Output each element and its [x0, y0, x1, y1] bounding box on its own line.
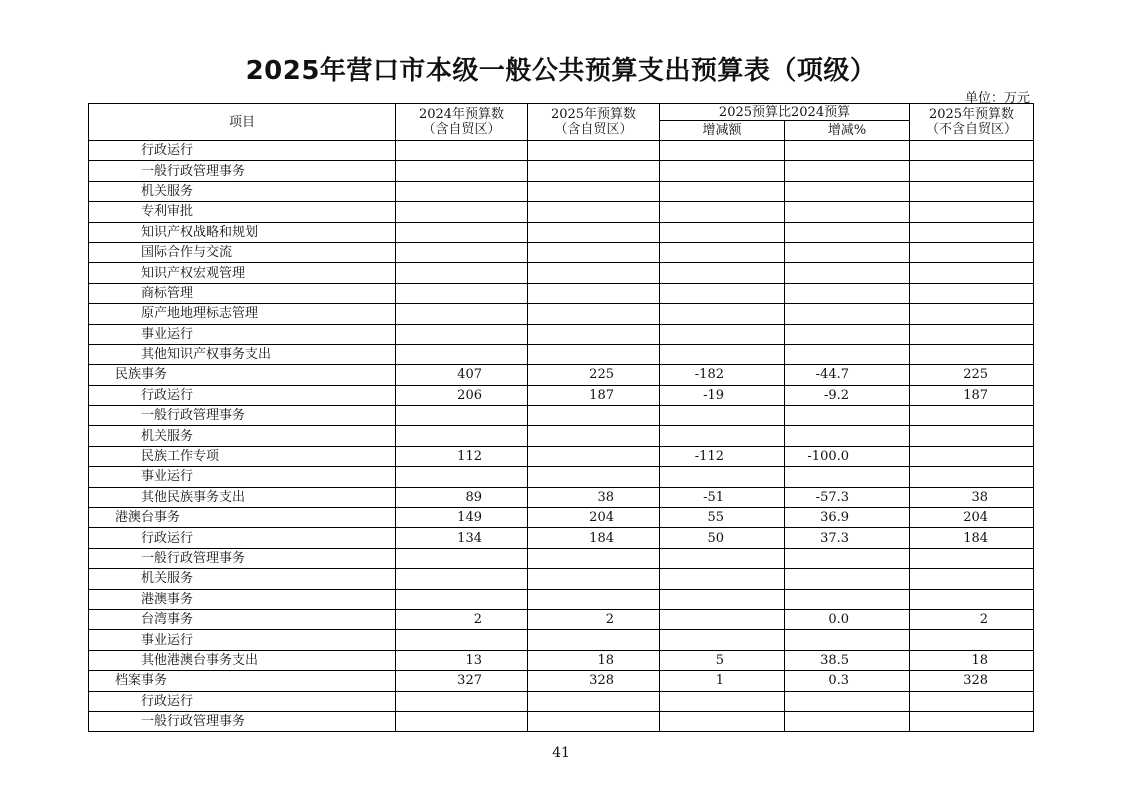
- table-row: [89, 467, 1034, 487]
- unit-label: 单位：万元: [964, 91, 1030, 106]
- cell-2024-budget: 13: [396, 650, 528, 670]
- cell-change-amount: [660, 222, 785, 242]
- cell-2025-budget-excl: [910, 711, 1034, 731]
- cell-2025-budget: [528, 344, 660, 364]
- row-name: 台湾事务: [89, 609, 396, 629]
- cell-change-pct: [785, 324, 910, 344]
- table-row: [89, 181, 1034, 201]
- header-2025-budget: [528, 104, 660, 141]
- cell-change-amount: [660, 181, 785, 201]
- table-row: [89, 202, 1034, 222]
- cell-2025-budget: [528, 589, 660, 609]
- table-row: [89, 650, 1034, 670]
- page-title: 2025年营口市本级一般公共预算支出预算表（项级）: [245, 56, 877, 86]
- table-row: [89, 671, 1034, 691]
- cell-2025-budget-excl: 328: [910, 671, 1034, 691]
- cell-2025-budget-excl: [910, 446, 1034, 466]
- cell-change-pct: -57.3: [785, 487, 910, 507]
- table-row: [89, 242, 1034, 262]
- table-row: [89, 528, 1034, 548]
- cell-change-amount: [660, 630, 785, 650]
- header-2025-line1: 2025年预算数: [550, 107, 637, 122]
- row-name: 民族事务: [89, 365, 396, 385]
- header-2025-budget-excl: [910, 104, 1034, 141]
- cell-change-amount: -51: [660, 487, 785, 507]
- cell-2025-budget-excl: [910, 569, 1034, 589]
- cell-2024-budget: [396, 569, 528, 589]
- cell-2025-budget-excl: 184: [910, 528, 1034, 548]
- cell-2024-budget: [396, 324, 528, 344]
- row-name: 一般行政管理事务: [89, 548, 396, 568]
- cell-change-amount: 50: [660, 528, 785, 548]
- cell-2024-budget: [396, 711, 528, 731]
- header-2024-line1: 2024年预算数: [418, 107, 505, 122]
- table-row: [89, 487, 1034, 507]
- cell-change-pct: 0.0: [785, 609, 910, 629]
- cell-change-pct: -100.0: [785, 446, 910, 466]
- cell-2025-budget: [528, 711, 660, 731]
- cell-2024-budget: [396, 691, 528, 711]
- cell-2025-budget: [528, 161, 660, 181]
- cell-2024-budget: 149: [396, 508, 528, 528]
- cell-2025-budget: [528, 406, 660, 426]
- table-row: [89, 548, 1034, 568]
- table-row: [89, 344, 1034, 364]
- cell-2024-budget: [396, 630, 528, 650]
- cell-2025-budget-excl: 18: [910, 650, 1034, 670]
- cell-2024-budget: [396, 181, 528, 201]
- row-name: 一般行政管理事务: [89, 406, 396, 426]
- cell-2024-budget: 2: [396, 609, 528, 629]
- row-name: 商标管理: [89, 283, 396, 303]
- cell-2025-budget-excl: [910, 324, 1034, 344]
- table-header: [89, 104, 1034, 141]
- cell-2025-budget: 2: [528, 609, 660, 629]
- header-2024-line2: （含自贸区）: [422, 122, 501, 137]
- cell-change-amount: [660, 691, 785, 711]
- table-row: [89, 283, 1034, 303]
- table-row: [89, 263, 1034, 283]
- table-body: [89, 141, 1034, 732]
- header-change-pct: 增减%: [785, 121, 910, 141]
- cell-2024-budget: 89: [396, 487, 528, 507]
- row-name: 原产地地理标志管理: [89, 304, 396, 324]
- page-number: 41: [552, 745, 570, 761]
- cell-2024-budget: [396, 141, 528, 161]
- cell-change-amount: 5: [660, 650, 785, 670]
- cell-change-amount: [660, 324, 785, 344]
- header-2024-budget: [396, 104, 528, 141]
- cell-2025-budget: 187: [528, 385, 660, 405]
- cell-change-amount: [660, 426, 785, 446]
- cell-2025-budget-excl: [910, 691, 1034, 711]
- cell-change-amount: [660, 161, 785, 181]
- cell-2025-budget: 18: [528, 650, 660, 670]
- table-row: [89, 569, 1034, 589]
- row-name: 民族工作专项: [89, 446, 396, 466]
- cell-2025-budget: 225: [528, 365, 660, 385]
- row-name: 档案事务: [89, 671, 396, 691]
- cell-change-amount: 55: [660, 508, 785, 528]
- cell-2025-budget-excl: [910, 548, 1034, 568]
- table-row: [89, 161, 1034, 181]
- cell-2024-budget: [396, 304, 528, 324]
- cell-2024-budget: [396, 242, 528, 262]
- cell-change-pct: -9.2: [785, 385, 910, 405]
- table-row: [89, 446, 1034, 466]
- cell-2025-budget-excl: [910, 630, 1034, 650]
- cell-2025-budget: [528, 426, 660, 446]
- row-name: 其他港澳台事务支出: [89, 650, 396, 670]
- cell-2025-budget: [528, 222, 660, 242]
- cell-change-pct: [785, 589, 910, 609]
- cell-change-pct: [785, 263, 910, 283]
- cell-2025-budget: [528, 630, 660, 650]
- cell-2025-budget-excl: 225: [910, 365, 1034, 385]
- row-name: 其他民族事务支出: [89, 487, 396, 507]
- cell-2025-budget-excl: [910, 426, 1034, 446]
- row-name: 行政运行: [89, 385, 396, 405]
- table-row: [89, 385, 1034, 405]
- cell-2025-budget: [528, 141, 660, 161]
- cell-change-amount: [660, 467, 785, 487]
- cell-2025-budget-excl: [910, 283, 1034, 303]
- header-2025-line2: （含自贸区）: [554, 122, 633, 137]
- cell-change-pct: [785, 283, 910, 303]
- cell-2025-budget-excl: 38: [910, 487, 1034, 507]
- cell-change-pct: [785, 426, 910, 446]
- row-name: 事业运行: [89, 630, 396, 650]
- cell-2024-budget: [396, 406, 528, 426]
- cell-change-pct: [785, 344, 910, 364]
- cell-2025-budget: [528, 263, 660, 283]
- row-name: 行政运行: [89, 691, 396, 711]
- cell-2025-budget: [528, 569, 660, 589]
- cell-2025-budget-excl: [910, 141, 1034, 161]
- cell-2024-budget: [396, 589, 528, 609]
- cell-change-pct: [785, 569, 910, 589]
- cell-change-pct: [785, 222, 910, 242]
- cell-2024-budget: [396, 161, 528, 181]
- budget-table: [88, 103, 1034, 732]
- cell-change-amount: [660, 242, 785, 262]
- row-name: 专利审批: [89, 202, 396, 222]
- cell-change-amount: -182: [660, 365, 785, 385]
- cell-2024-budget: [396, 344, 528, 364]
- table-row: [89, 324, 1034, 344]
- row-name: 一般行政管理事务: [89, 711, 396, 731]
- cell-change-amount: [660, 304, 785, 324]
- cell-2025-budget: [528, 304, 660, 324]
- cell-2025-budget: [528, 467, 660, 487]
- cell-change-pct: [785, 242, 910, 262]
- row-name: 一般行政管理事务: [89, 161, 396, 181]
- cell-change-pct: [785, 202, 910, 222]
- row-name: 机关服务: [89, 426, 396, 446]
- cell-2025-budget-excl: 187: [910, 385, 1034, 405]
- table-row: [89, 711, 1034, 731]
- table-row: [89, 426, 1034, 446]
- header-2025ex-line2: （不含自贸区）: [926, 122, 1018, 137]
- table-row: [89, 630, 1034, 650]
- table-row: [89, 141, 1034, 161]
- cell-change-amount: -19: [660, 385, 785, 405]
- cell-change-amount: [660, 283, 785, 303]
- cell-change-amount: [660, 711, 785, 731]
- cell-2025-budget-excl: [910, 406, 1034, 426]
- cell-2025-budget: [528, 202, 660, 222]
- table-row: [89, 304, 1034, 324]
- cell-2024-budget: [396, 222, 528, 242]
- cell-2025-budget-excl: [910, 263, 1034, 283]
- cell-change-pct: 0.3: [785, 671, 910, 691]
- table-row: [89, 589, 1034, 609]
- cell-change-amount: [660, 589, 785, 609]
- cell-change-pct: [785, 691, 910, 711]
- cell-2024-budget: [396, 426, 528, 446]
- cell-change-amount: 1: [660, 671, 785, 691]
- cell-change-amount: [660, 263, 785, 283]
- table-row: [89, 406, 1034, 426]
- header-compare: 2025预算比2024预算: [660, 104, 910, 121]
- cell-change-pct: [785, 161, 910, 181]
- cell-change-pct: [785, 304, 910, 324]
- cell-2024-budget: [396, 283, 528, 303]
- row-name: 事业运行: [89, 324, 396, 344]
- cell-change-amount: [660, 344, 785, 364]
- cell-change-amount: [660, 406, 785, 426]
- row-name: 行政运行: [89, 528, 396, 548]
- cell-2025-budget-excl: [910, 304, 1034, 324]
- cell-change-amount: [660, 548, 785, 568]
- cell-change-amount: -112: [660, 446, 785, 466]
- table-row: [89, 222, 1034, 242]
- cell-change-pct: [785, 181, 910, 201]
- cell-change-pct: 37.3: [785, 528, 910, 548]
- cell-2025-budget: [528, 283, 660, 303]
- cell-2024-budget: 112: [396, 446, 528, 466]
- cell-2024-budget: [396, 548, 528, 568]
- cell-2024-budget: 134: [396, 528, 528, 548]
- row-name: 知识产权战略和规划: [89, 222, 396, 242]
- header-item: 项目: [89, 104, 396, 141]
- cell-2025-budget-excl: [910, 242, 1034, 262]
- cell-2025-budget-excl: [910, 161, 1034, 181]
- cell-2025-budget-excl: 2: [910, 609, 1034, 629]
- cell-2025-budget: [528, 324, 660, 344]
- cell-change-amount: [660, 609, 785, 629]
- table-row: [89, 365, 1034, 385]
- row-name: 机关服务: [89, 569, 396, 589]
- row-name: 港澳事务: [89, 589, 396, 609]
- cell-change-pct: 38.5: [785, 650, 910, 670]
- cell-change-amount: [660, 202, 785, 222]
- row-name: 港澳台事务: [89, 508, 396, 528]
- cell-change-pct: [785, 141, 910, 161]
- cell-change-pct: -44.7: [785, 365, 910, 385]
- cell-2024-budget: [396, 202, 528, 222]
- cell-2024-budget: 327: [396, 671, 528, 691]
- cell-2024-budget: 206: [396, 385, 528, 405]
- cell-2025-budget: 204: [528, 508, 660, 528]
- cell-2025-budget-excl: [910, 589, 1034, 609]
- table-row: [89, 508, 1034, 528]
- header-change-amount: 增减额: [660, 121, 785, 141]
- row-name: 事业运行: [89, 467, 396, 487]
- cell-2025-budget: [528, 548, 660, 568]
- cell-change-amount: [660, 141, 785, 161]
- cell-change-pct: 36.9: [785, 508, 910, 528]
- cell-change-pct: [785, 548, 910, 568]
- cell-change-pct: [785, 630, 910, 650]
- cell-2025-budget: [528, 242, 660, 262]
- table-row: [89, 691, 1034, 711]
- row-name: 其他知识产权事务支出: [89, 344, 396, 364]
- cell-2024-budget: [396, 467, 528, 487]
- cell-2025-budget-excl: [910, 181, 1034, 201]
- cell-2024-budget: [396, 263, 528, 283]
- cell-2025-budget: [528, 446, 660, 466]
- cell-2025-budget-excl: [910, 202, 1034, 222]
- cell-2025-budget: [528, 691, 660, 711]
- cell-2025-budget-excl: [910, 467, 1034, 487]
- cell-2025-budget-excl: [910, 344, 1034, 364]
- row-name: 国际合作与交流: [89, 242, 396, 262]
- cell-2025-budget: 328: [528, 671, 660, 691]
- cell-2025-budget: 184: [528, 528, 660, 548]
- cell-change-pct: [785, 711, 910, 731]
- cell-2025-budget: [528, 181, 660, 201]
- header-2025ex-line1: 2025年预算数: [928, 107, 1015, 122]
- table-row: [89, 609, 1034, 629]
- cell-2024-budget: 407: [396, 365, 528, 385]
- cell-change-amount: [660, 569, 785, 589]
- row-name: 行政运行: [89, 141, 396, 161]
- row-name: 机关服务: [89, 181, 396, 201]
- cell-2025-budget-excl: [910, 222, 1034, 242]
- cell-change-pct: [785, 467, 910, 487]
- cell-change-pct: [785, 406, 910, 426]
- cell-2025-budget-excl: 204: [910, 508, 1034, 528]
- row-name: 知识产权宏观管理: [89, 263, 396, 283]
- cell-2025-budget: 38: [528, 487, 660, 507]
